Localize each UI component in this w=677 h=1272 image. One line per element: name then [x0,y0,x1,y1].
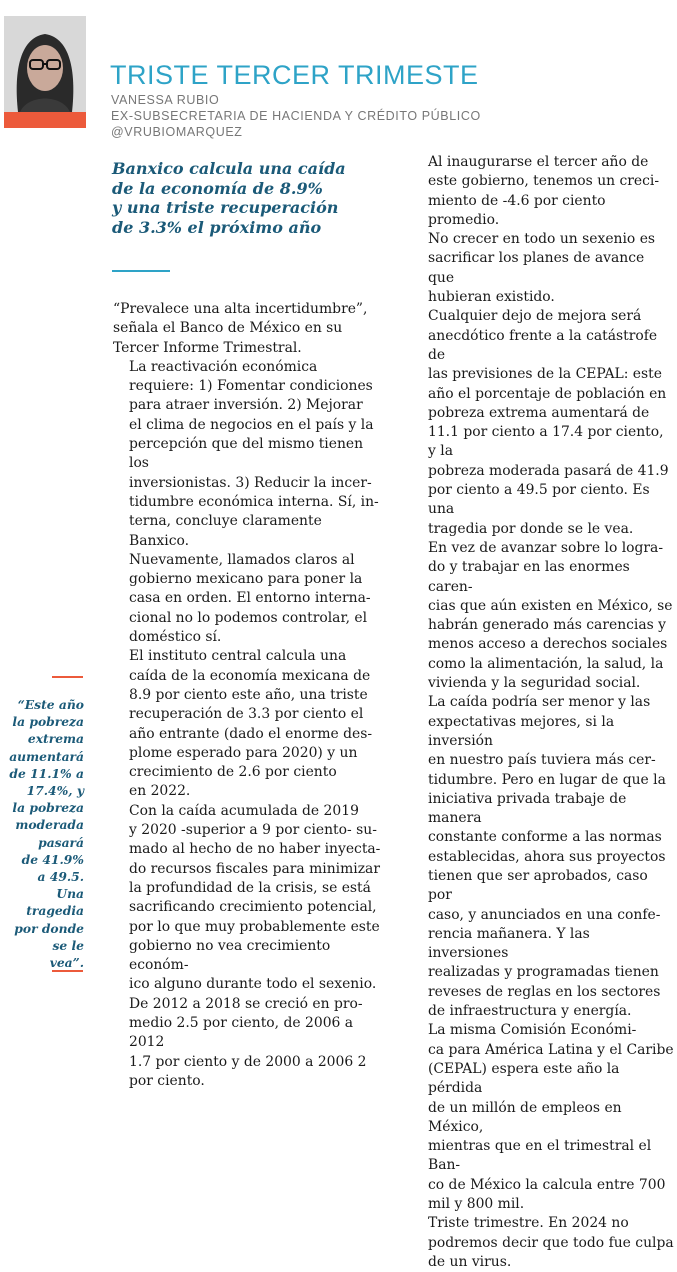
photo-accent-bar [4,112,86,128]
author-role: EX-SUBSECRETARIA DE HACIENDA Y CRÉDITO PÚBLICO [111,109,481,123]
author-name: VANESSA RUBIO [111,93,220,107]
author-handle: @VRUBIOMARQUEZ [111,125,243,139]
author-photo [4,16,86,128]
lede-line: de la economía de 8.9% [112,178,323,198]
paragraph: El instituto central calcula una caída de la economía mexicana de 8.9 por ciento este año, una triste recuperación de 3.3 por ciento el año entrante (dado el enorme des- plome esperado para 2020) y un crecimiento de 2.6 por ciento en 2022. [129,648,373,800]
paragraph: La caída podría ser menor y las expectativas mejores, si la inversión en nuestro país tuviera más cer- tidumbre. Pero en lugar de que la iniciativa privada trabaje de manera constante conforme a las normas establecidas, ahora sus proyectos tienen que ser aprobados, caso por caso, y anunciados en una confe- rencia mañanera. Y las inversiones realizadas y programadas tienen reveses de reglas en los sectores de infraestructura y energía. [428,694,666,1020]
paragraph: Al inaugurarse el tercer año de este gobierno, tenemos un creci- miento de -4.6 por ciento promedio. [428,154,660,228]
paragraph: No crecer en todo un sexenio es sacrificar los planes de avance que hubieran existido. [428,231,656,306]
lede-line: y una triste recuperación [112,198,339,218]
column-title: TRISTE TERCER TRIMESTE [110,60,479,90]
lede-line: Banxico calcula una caída [112,159,346,178]
article-column-left [113,300,383,1091]
lede-divider [112,270,170,272]
lede-line: de 3.3% el próximo año [112,217,322,237]
paragraph: La reactivación económica requiere: 1) Fomentar condiciones para atraer inversión. 2) Mejorar el clima de negocios en el país y la percepción que del mismo tienen los inversionistas. 3) Reducir la incer- tidumbre económica interna. Sí, in- terna, concluye claramente Banxico. [129,358,379,549]
paragraph: Cualquier dejo de mejora será anecdótico frente a la catástrofe de las previsiones de la CEPAL: este año el porcentaje de población en pobreza extrema aumentará de 11.1 por ciento a 17.4 por ciento, y la pobreza moderada pasará de 41.9 por ciento a 49.5 por ciento. Es una tragedia por donde se le vea. [428,308,669,537]
pullquote-rule-top [52,676,83,678]
paragraph: Con la caída acumulada de 2019 y 2020 -superior a 9 por ciento- su- mado al hecho de no haber inyecta- do recursos fiscales para minimizar la profundidad de la crisis, se está sacrificando crecimiento potencial, por lo que muy probablemente este gobierno no vea crecimiento económ- ico alguno durante todo el sexenio. [129,802,381,993]
article-column-right [412,153,674,1272]
paragraph: La misma Comisión Económi- ca para América Latina y el Caribe (CEPAL) espera este año la pérdida de un millón de empleos en México, mientras que en el trimestral el Ban- co de México la calcula entre 700 mil y 800 mil. [428,1022,674,1213]
paragraph: Nuevamente, llamados claros al gobierno mexicano para poner la casa en orden. El entorno interna- cional no lo podemos controlar, el doméstico sí. [129,551,371,646]
pullquote-rule-bottom [52,970,83,972]
lede-highlight [112,159,347,237]
paragraph: En vez de avanzar sobre lo logra- do y trabajar en las enormes caren- cias que aún existen en México, se habrán generado más carencias y menos acceso a derechos sociales como la alimentación, la salud, la vivienda y la seguridad social. [428,539,673,692]
paragraph: “Prevalece una alta incertidumbre”, señala el Banco de México en su Tercer Informe Trimestral. [113,301,368,356]
paragraph: De 2012 a 2018 se creció en pro- medio 2.5 por ciento, de 2006 a 2012 1.7 por ciento y de 2000 a 2006 2 por ciento. [129,995,367,1089]
pullquote: “Este año la pobreza extrema aumentará de 11.1% a 17.4%, y la pobreza moderada pasará de 41.9% a 49.5. Una tragedia por donde se le vea”. [9,697,84,971]
paragraph: Triste trimestre. En 2024 no podremos decir que todo fue culpa de un virus. [428,1215,674,1270]
